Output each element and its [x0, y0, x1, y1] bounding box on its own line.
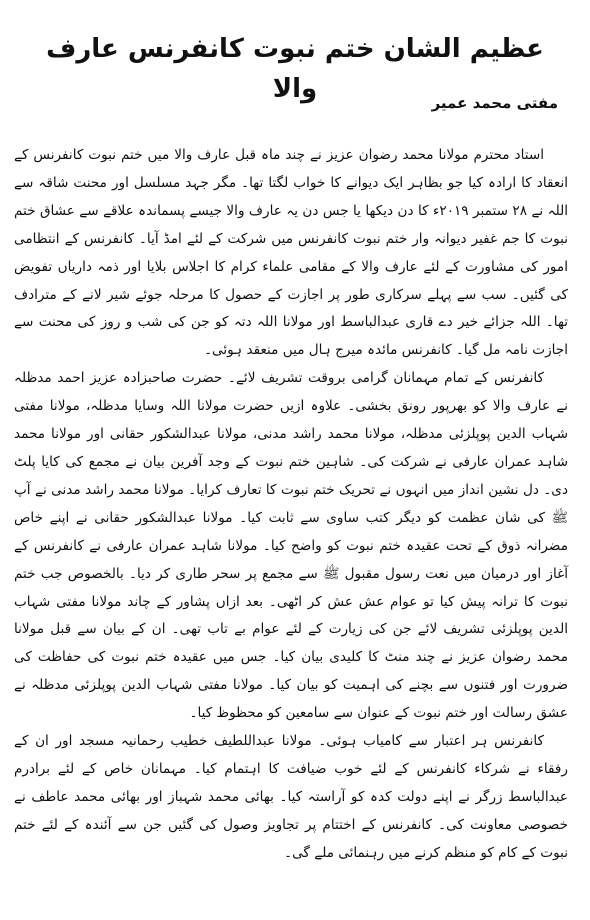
article-paragraph: کانفرنس ہر اعتبار سے کامیاب ہوئی۔ مولانا عبداللطیف خطیب رحمانیہ مسجد اور ان کے رفقاء نے شرکاء کانفرنس کے لئے خوب ضیافت کا اہتمام کیا۔ مہمانان خاص کے لئے برادرم عبدالباسط زرگر نے اپنے دولت کدہ کو آراستہ کیا۔ بھائی محمد شہباز اور بھائی محمد عاطف نے خصوصی معاونت کی۔ کانفرنس کے اختتام پر تجاویز وصول کی گئیں جن سے آئندہ کے لئے ختم نبوت کے کام کو منظم کرنے میں رہنمائی ملے گی۔ — [14, 733, 568, 861]
article-title: عظیم الشان ختم نبوت کانفرنس عارف والا — [46, 34, 544, 105]
article-author: مفتی محمد عمیر — [431, 94, 558, 112]
article-body — [14, 142, 568, 868]
article-paragraph: کانفرنس کے تمام مہمانان گرامی بروقت تشریف لائے۔ حضرت صاحبزادہ عزیز احمد مدظلہ نے عارف والا کو بھرپور رونق بخشی۔ علاوہ ازیں حضرت مولانا اللہ وسایا مدظلہ، مولانا مفتی شہاب الدین پوپلزئی مدظلہ، مولانا محمد راشد مدنی، مولانا عبدالشکور حقانی اور مولانا محمد شاہد عمران عارفی نے شرکت کی۔ شاہین ختم نبوت کے وجد آفرین بیان نے مجمع کی کایا پلٹ دی۔ دل نشین انداز میں انہوں نے تحریک ختم نبوت کا تعارف کرایا۔ مولانا محمد راشد مدنی نے آپ ﷺ کی شان عظمت کو دیگر کتب ساوی سے ثابت کیا۔ مولانا عبدالشکور حقانی نے اپنے خاص مضرانہ ذوق کے تحت عقیدہ ختم نبوت کو واضح کیا۔ مولانا شاہد عمران عارفی نے کانفرنس کے آغاز اور درمیان میں نعت رسول مقبول ﷺ سے مجمع پر سحر طاری کر دیا۔ بالخصوص جب ختم نبوت کا ترانہ پیش کیا تو عوام عش عش کر اٹھی۔ بعد ازاں پشاور کے چاند مولانا مفتی شہاب الدین پوپلزئی تشریف لائے جن کی زیارت کے لئے عوام بے تاب تھی۔ ان کے بیان سے قبل مولانا محمد رضوان عزیز نے چند منٹ کا کلیدی بیان کیا۔ جس میں عقیدہ ختم نبوت کی حفاظت کی ضرورت اور فتنوں سے بچنے کی اہمیت کو بیان کیا۔ مولانا مفتی شہاب الدین پوپلزئی مدظلہ نے عشق رسالت اور ختم نبوت کے عنوان سے سامعین کو محظوظ کیا۔ — [14, 370, 568, 722]
article-paragraph: استاد محترم مولانا محمد رضوان عزیز نے چند ماہ قبل عارف والا میں ختم نبوت کانفرنس کے انعقاد کا ارادہ کیا جو بظاہر ایک دیوانے کا خواب لگتا تھا۔ مگر جہد مسلسل اور محنت شاقہ سے اللہ نے ۲۸ ستمبر ۲۰۱۹ء کا دن دیکھا یا جس دن یہ عارف والا جیسے پسماندہ علاقے سے عشاق ختم نبوت کا جم غفیر دیوانہ وار ختم نبوت کانفرنس میں شرکت کے لئے امڈ آیا۔ کانفرنس کے انتظامی امور کی مشاورت کے لئے عارف والا کے مقامی علماء کرام کا اجلاس بلایا اور ذمہ داریاں تفویض کی گئیں۔ سب سے پہلے سرکاری طور پر اجازت کے حصول کا مرحلہ جوئے شیر لانے کے مترادف تھا۔ اللہ جزائے خیر دے قاری عبدالباسط اور مولانا اللہ دتہ کو جن کی شب و روز کی محنت سے اجازت نامہ مل گیا۔ کانفرنس مائدہ میرج ہال میں منعقد ہوئی۔ — [14, 147, 568, 359]
